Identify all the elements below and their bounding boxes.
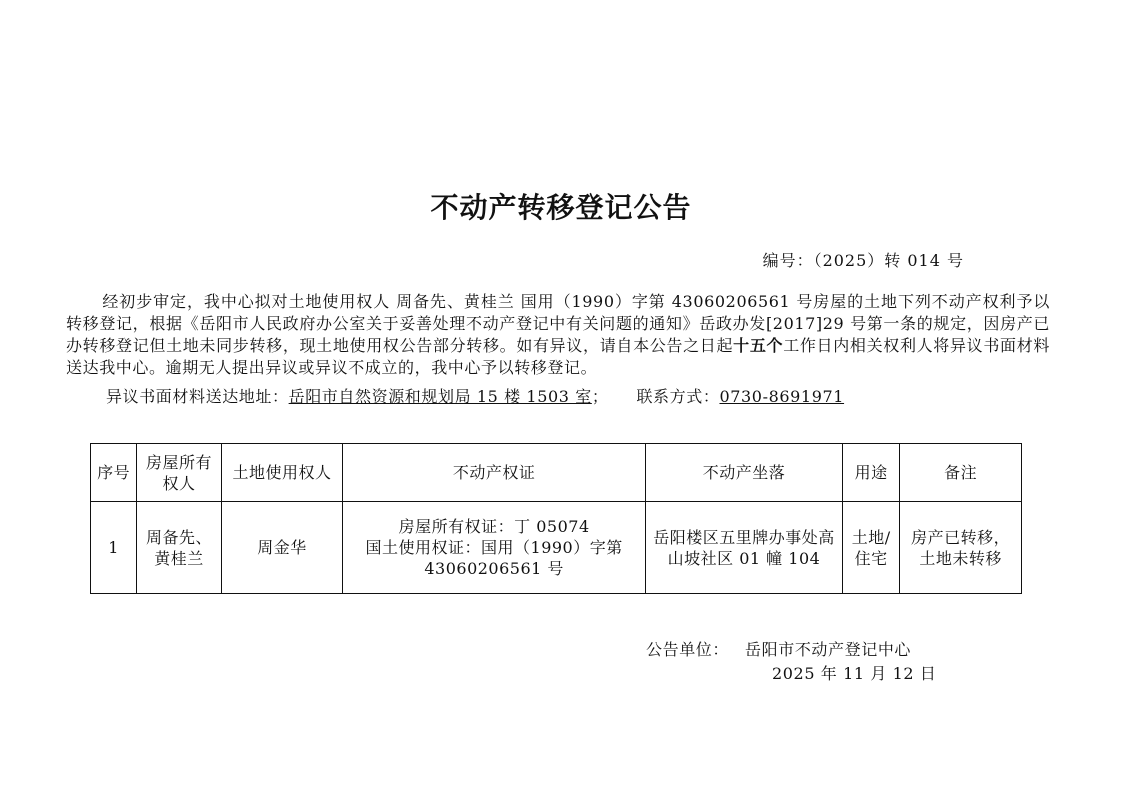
header-certificate: 不动产权证 [343,444,646,502]
house-certificate: 房屋所有权证：丁 05074 [398,517,590,536]
property-table [90,443,1022,594]
table-row [91,502,1022,594]
contact-phone: 0730-8691971 [719,387,845,406]
issuing-unit-line [646,637,911,660]
cell-usage: 土地/住宅 [843,502,900,594]
table-header-row [91,444,1022,502]
header-location: 不动产坐落 [645,444,842,502]
document-number: 编号：（2025）转 014 号 [762,251,964,270]
body-text-part2: 工作日内相关权利人将异议书面材料送达我中心。逾期无人提出异议或异议不成立的，我中心予以转移登记。 [66,336,1050,377]
notice-body [66,291,1050,379]
header-land-user: 土地使用权人 [221,444,343,502]
cell-serial: 1 [91,502,137,594]
cell-house-owner: 周备先、黄桂兰 [137,502,221,594]
header-serial: 序号 [91,444,137,502]
issuing-unit-label: 公告单位： [646,640,730,659]
address-separator: ； [591,387,609,406]
cell-remark: 房产已转移，土地未转移 [900,502,1022,594]
issuing-unit-name: 岳阳市不动产登记中心 [745,640,912,659]
notice-title: 不动产转移登记公告 [430,191,692,224]
header-remark: 备注 [900,444,1022,502]
land-certificate: 国土使用权证：国用（1990）字第 43060206561 号 [365,538,623,578]
body-text-part1: 经初步审定，我中心拟对土地使用权人 周备先、黄桂兰 国用（1990）字第 43060206561 号房屋的土地下列不动产权利予以转移登记，根据《岳阳市人民政府办公室关于妥善处理不动产登记中有关问题的通知》岳政办发[2017]29 号第一条的规定，因房产已办转移登记但土地未同步转移，现土地使用权公告部分转移。如有异议，请自本公告之日起 [66,292,1050,355]
address-label: 异议书面材料送达地址： [106,387,289,406]
cell-location: 岳阳楼区五里牌办事处高山坡社区 01 幢 104 [645,502,842,594]
objection-contact-line [106,384,844,407]
header-house-owner: 房屋所有权人 [137,444,221,502]
header-usage: 用途 [843,444,900,502]
issue-date: 2025 年 11 月 12 日 [772,664,937,683]
cell-certificate [343,502,646,594]
objection-period: 十五个 [733,336,784,355]
objection-address: 岳阳市自然资源和规划局 15 楼 1503 室 [288,387,592,406]
contact-label: 联系方式： [636,387,720,406]
cell-land-user: 周金华 [221,502,343,594]
